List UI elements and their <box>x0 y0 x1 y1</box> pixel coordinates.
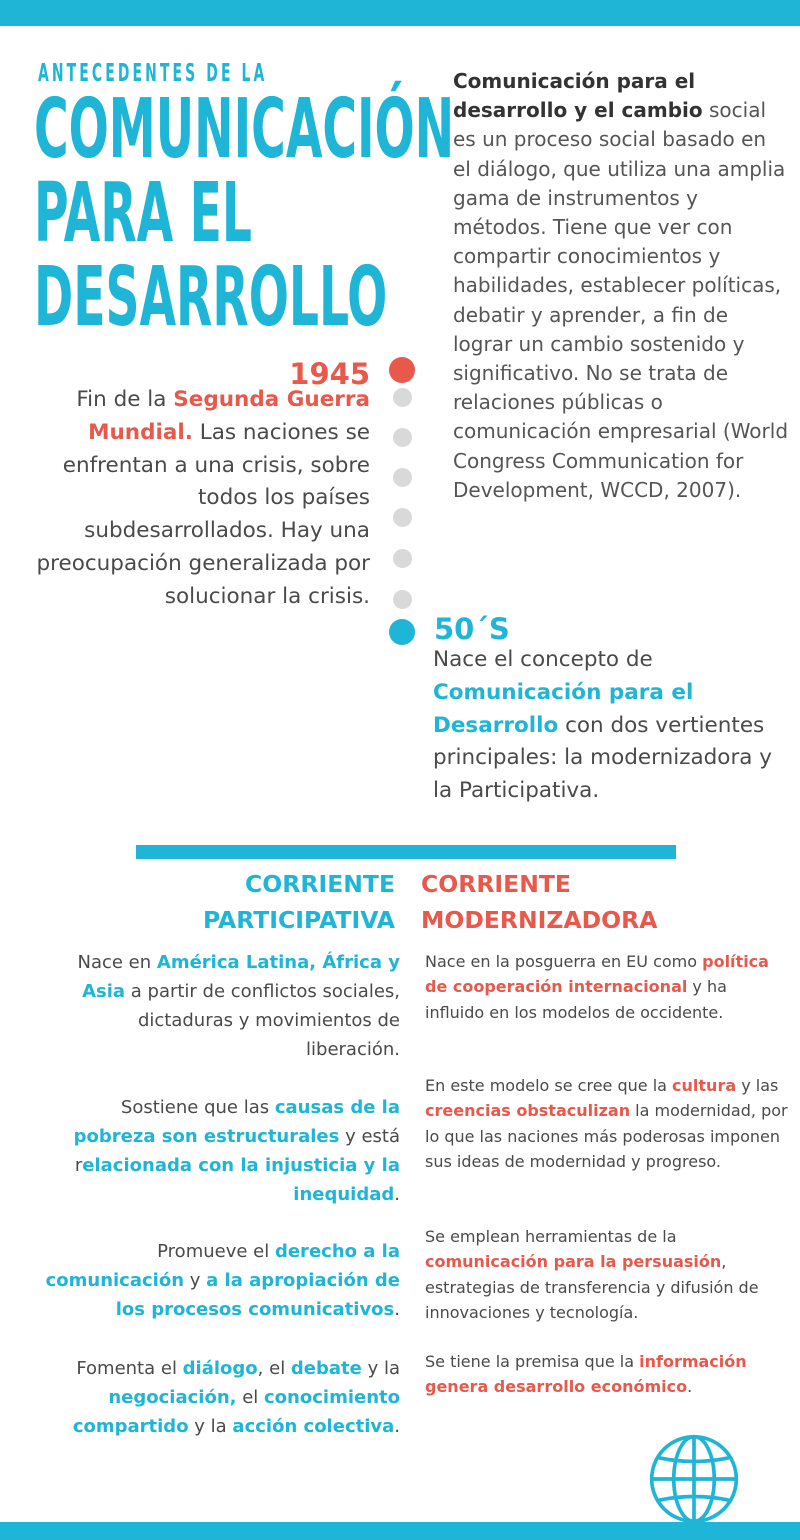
highlight-fragment: información genera desarrollo económico <box>425 1352 747 1397</box>
heading-modernizadora <box>421 866 657 938</box>
header-subtitle: ANTECEDENTES DE LA <box>38 58 268 87</box>
highlight-fragment: acción colectiva <box>232 1416 395 1437</box>
text-fragment: Promueve el <box>157 1241 275 1262</box>
text-fragment: y la <box>361 1358 400 1379</box>
highlight-fragment: conocimiento compartido <box>72 1387 400 1437</box>
timeline-dot <box>393 428 412 447</box>
modernizadora-paragraph-4 <box>425 1349 790 1400</box>
highlight-fragment: debate <box>290 1358 362 1379</box>
text-fragment: Nace el concepto de <box>433 647 653 672</box>
modernizadora-paragraph-2 <box>425 1073 790 1174</box>
timeline-dot-1945 <box>389 357 415 383</box>
intro-paragraph <box>453 67 788 505</box>
text-fragment: y está r <box>74 1126 400 1176</box>
highlight-fragment: causas de la pobreza son estructurales <box>73 1097 400 1147</box>
timeline-year-1945: 1945 <box>289 357 370 391</box>
highlight-fragment: elacionada con la injusticia y la inequidad <box>82 1155 400 1205</box>
modernizadora-paragraph-3 <box>425 1224 790 1325</box>
section-divider <box>136 845 676 859</box>
text-fragment: con dos vertientes principales: la modernizadora y la Participativa. <box>433 712 773 804</box>
highlight-fragment: negociación, <box>108 1387 237 1408</box>
highlight-fragment: creencias obstaculizan <box>425 1101 631 1121</box>
text-fragment: Fomenta el <box>76 1358 183 1379</box>
text-fragment: . <box>687 1377 693 1397</box>
participativa-paragraph-1 <box>40 948 400 1064</box>
text-fragment: . <box>394 1299 400 1320</box>
text-fragment: En este modelo se cree que la <box>425 1076 673 1095</box>
bottom-color-band <box>0 1522 800 1540</box>
timeline-dot <box>393 590 412 609</box>
timeline-50s-text <box>433 644 793 808</box>
text-fragment: , el <box>257 1358 291 1379</box>
globe-icon <box>648 1433 740 1525</box>
highlight-fragment: diálogo <box>182 1358 258 1379</box>
text-fragment: Se emplean herramientas de la <box>425 1227 677 1246</box>
text-fragment: Se tiene la premisa que la <box>425 1352 640 1371</box>
highlight-fragment: comunicación para la persuasión <box>425 1252 722 1272</box>
timeline-dot <box>393 388 412 407</box>
text-fragment: Las naciones se enfrentan a una crisis, sobre todos los países subdesarrollados. Hay una preocupación generalizada por solucionar la crisis. <box>36 419 370 609</box>
text-fragment: . <box>394 1184 400 1205</box>
highlight-fragment: cultura <box>672 1076 737 1095</box>
timeline-year-50s: 50´S <box>434 612 510 646</box>
text-fragment: el <box>236 1387 265 1408</box>
highlight-fragment: derecho a la comunicación <box>45 1241 400 1291</box>
intro-text: social es un proceso social basado en el diálogo, que utiliza una amplia gama de instrumentos y métodos. Tiene que ver con compartir conocimientos y habilidades, establecer políticas, debatir y aprender, a fin de lograr un cambio sostenido y significativo. No se trata de relaciones públicas o comunicación empresarial (World Congress Communication for Development, WCCD, 2007). <box>453 98 789 502</box>
highlight-fragment: política de cooperación internacional <box>425 952 769 997</box>
text-fragment: y la <box>188 1416 233 1437</box>
text-fragment: . <box>394 1416 400 1437</box>
text-fragment: y las <box>736 1076 779 1095</box>
heading-line: MODERNIZADORA <box>421 906 658 934</box>
timeline-dot <box>393 468 412 487</box>
top-color-band <box>0 0 800 26</box>
text-fragment: Nace en la posguerra en EU como <box>425 952 703 971</box>
participativa-paragraph-3 <box>40 1237 400 1324</box>
text-fragment: Nace en <box>77 952 157 973</box>
highlight-fragment: América Latina, África y Asia <box>82 952 400 1002</box>
text-fragment: a partir de conflictos sociales, dictaduras y movimientos de liberación. <box>125 981 400 1060</box>
participativa-paragraph-4 <box>40 1354 400 1441</box>
highlight-fragment: Comunicación para el Desarrollo <box>433 679 694 738</box>
text-fragment: Fin de la <box>76 387 174 412</box>
timeline-dot-50s <box>389 619 415 645</box>
text-fragment: la modernidad, por lo que las naciones más poderosas imponen sus ideas de modernidad y progreso. <box>425 1101 788 1171</box>
title-line-2: PARA EL <box>34 166 252 261</box>
highlight-fragment: Segunda Guerra Mundial. <box>88 387 370 445</box>
heading-participativa <box>203 866 395 938</box>
participativa-paragraph-2 <box>40 1093 400 1209</box>
timeline-dot <box>393 549 412 568</box>
highlight-fragment: a la apropiación de los procesos comunicativos <box>115 1270 400 1320</box>
heading-line: CORRIENTE <box>421 870 571 898</box>
page-title <box>34 82 455 345</box>
intro-bold: Comunicación para el desarrollo y el cambio <box>453 69 703 123</box>
text-fragment: , estrategias de transferencia y difusión de innovaciones y tecnología. <box>425 1252 759 1322</box>
timeline-1945-text <box>25 384 370 614</box>
title-line-1: COMUNICACIÓN <box>34 82 455 177</box>
modernizadora-paragraph-1 <box>425 949 790 1025</box>
title-line-3: DESARROLLO <box>34 250 388 345</box>
heading-line: PARTICIPATIVA <box>202 906 395 934</box>
text-fragment: Sostiene que las <box>120 1097 275 1118</box>
timeline-dot <box>393 508 412 527</box>
text-fragment: y ha influido en los modelos de occidente. <box>425 977 727 1022</box>
heading-line: CORRIENTE <box>245 870 395 898</box>
text-fragment: y <box>184 1270 207 1291</box>
